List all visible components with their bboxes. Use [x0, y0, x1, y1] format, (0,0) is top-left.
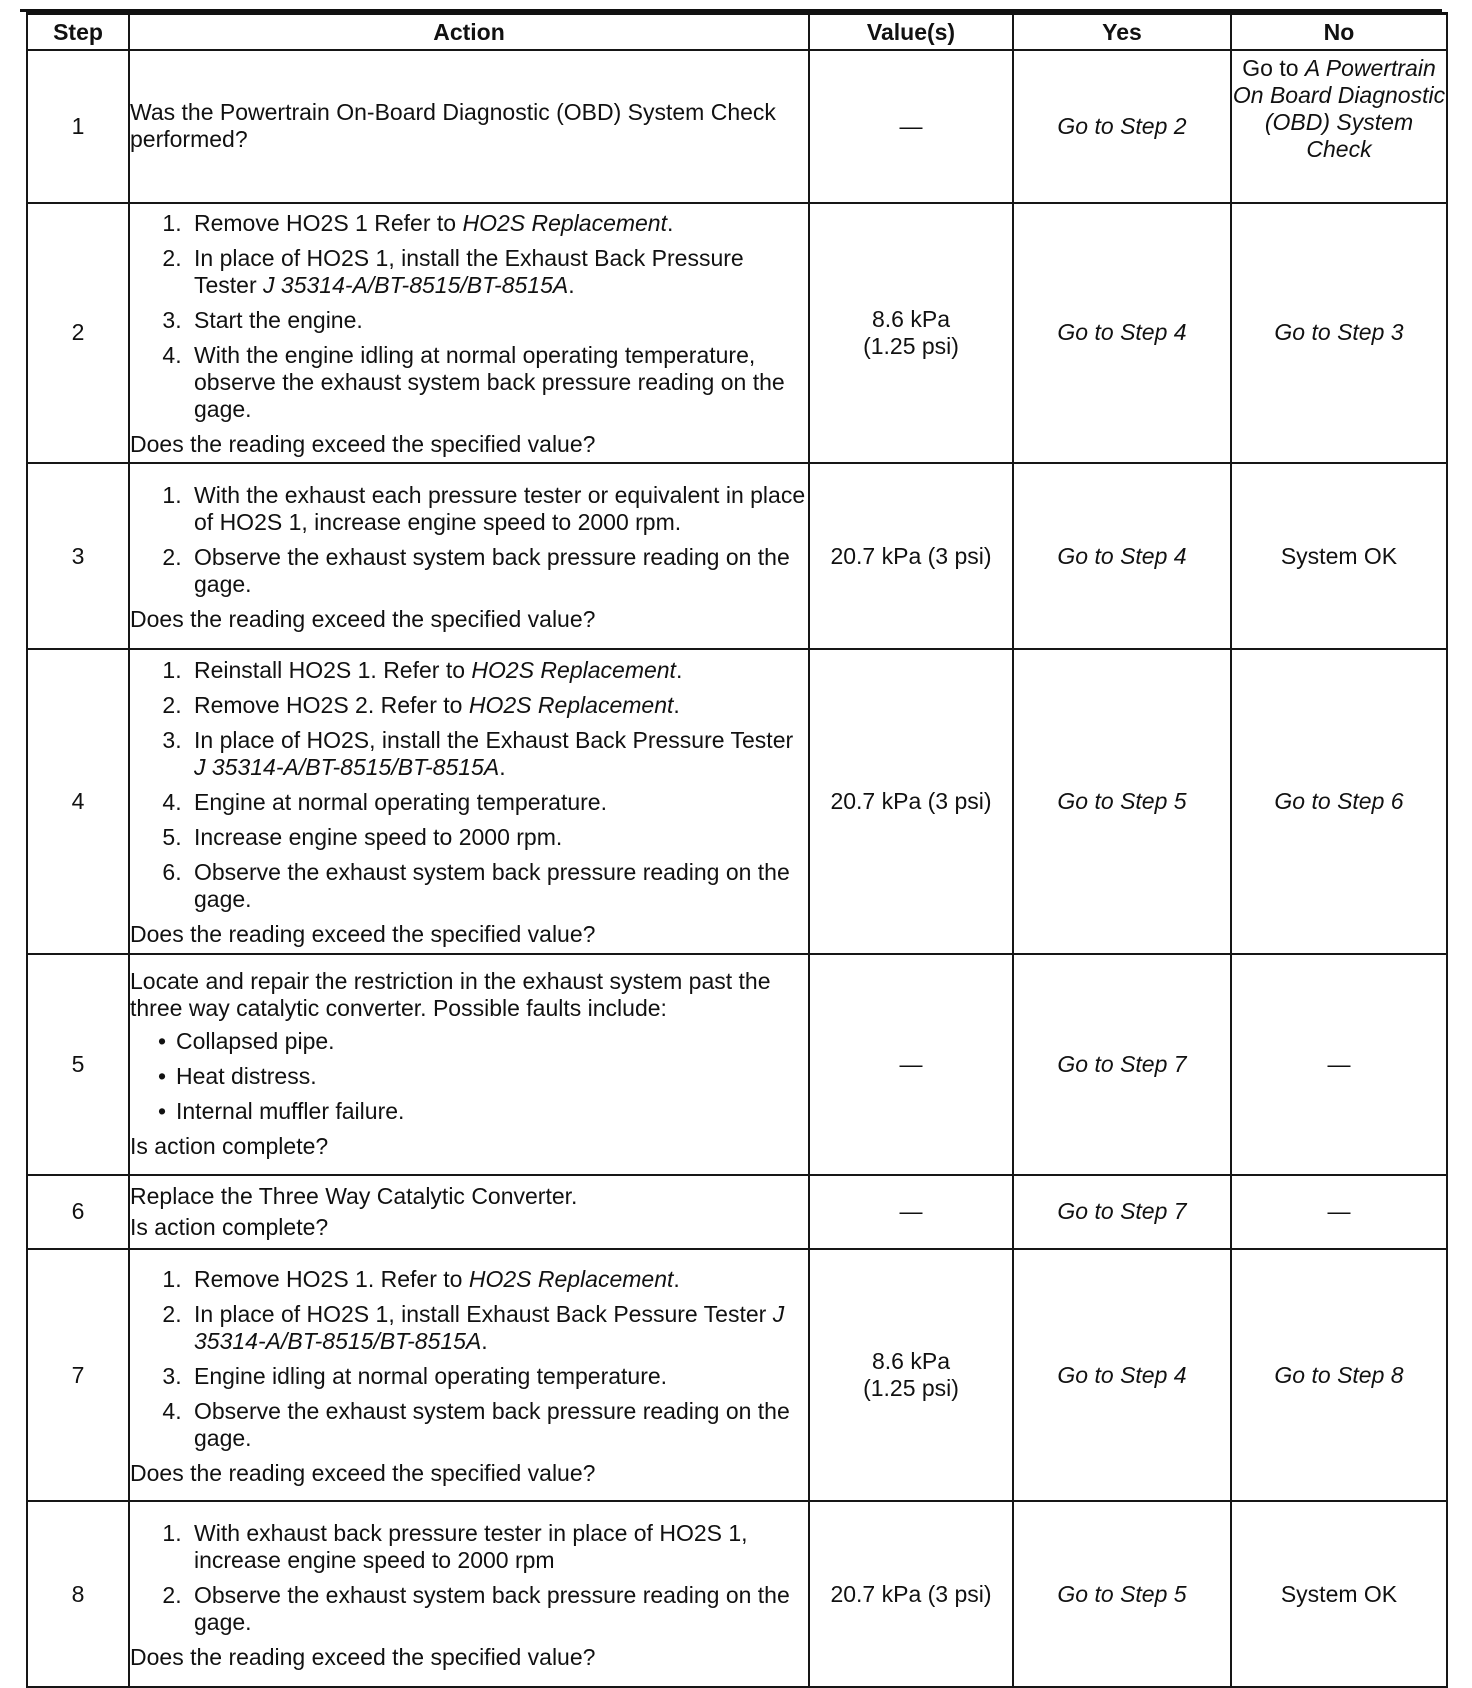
header-step: Step: [27, 14, 129, 51]
table-row: [27, 954, 1447, 1175]
no-link: Go to Step 8: [1274, 1361, 1404, 1388]
yes-cell: [1013, 954, 1231, 1175]
yes-cell: [1013, 1175, 1231, 1249]
fault-item: • Internal muffler failure.: [176, 1098, 808, 1125]
yes-cell: [1013, 203, 1231, 463]
no-result: System OK: [1280, 1580, 1398, 1607]
procedure-list: [130, 482, 808, 598]
step-text: Remove HO2S 2. Refer to: [194, 691, 469, 718]
no-cell: [1231, 1249, 1447, 1501]
action-cell: [129, 649, 809, 954]
procedure-step: [188, 859, 808, 913]
step-number: 2: [27, 203, 129, 463]
no-cell: [1231, 1501, 1447, 1687]
action-question: Was the Powertrain On-Board Diagnostic (OBD) System Check performed?: [130, 99, 776, 153]
step-text: Increase engine speed to 2000 rpm.: [194, 823, 563, 850]
procedure-step: [188, 1398, 808, 1452]
step-text: With exhaust back pressure tester in place of HO2S 1, increase engine speed to 2000 rpm: [194, 1519, 748, 1573]
step-text: Observe the exhaust system back pressure reading on the gage.: [194, 1397, 790, 1451]
step-tail: .: [499, 753, 506, 780]
action-question: Does the reading exceed the specified value?: [130, 1459, 596, 1486]
step-tail: .: [673, 691, 680, 718]
action-question: Does the reading exceed the specified value?: [130, 605, 596, 632]
yes-link: Go to Step 2: [1057, 112, 1187, 139]
step-number: 4: [27, 649, 129, 954]
yes-cell: [1013, 1249, 1231, 1501]
value-cell: 20.7 kPa (3 psi): [809, 1501, 1013, 1687]
yes-cell: [1013, 463, 1231, 649]
yes-link: Go to Step 4: [1057, 1361, 1187, 1388]
procedure-step: [188, 210, 808, 237]
step-text: In place of HO2S 1, install the Exhaust Back Pressure Tester: [194, 244, 744, 298]
value-line: (1.25 psi): [863, 332, 959, 359]
step-text: Observe the exhaust system back pressure reading on the gage.: [194, 858, 790, 912]
no-reference: A Powertrain On Board Diagnostic (OBD) System Check: [1232, 55, 1446, 162]
step-tail: .: [481, 1327, 488, 1354]
action-intro: Replace the Three Way Catalytic Converter.: [130, 1182, 578, 1209]
tool-reference: J 35314-A/BT-8515/BT-8515A: [194, 753, 500, 780]
no-link: Go to Step 6: [1274, 787, 1404, 814]
value-cell: [809, 1249, 1013, 1501]
step-text: With the engine idling at normal operating temperature, observe the exhaust system back pressure reading on the gage.: [194, 341, 785, 422]
procedure-step: [188, 789, 808, 816]
step-text: Remove HO2S 1. Refer to: [194, 1265, 469, 1292]
no-cell: [1231, 50, 1447, 203]
procedure-step: [188, 824, 808, 851]
procedure-step: [188, 692, 808, 719]
action-question: Does the reading exceed the specified value?: [130, 430, 596, 457]
step-tail: .: [667, 209, 674, 236]
procedure-step: [188, 482, 808, 536]
action-cell: [129, 1249, 809, 1501]
fault-item: • Collapsed pipe.: [176, 1028, 808, 1055]
action-question: Is action complete?: [130, 1213, 329, 1240]
procedure-list: [130, 657, 808, 913]
table-row: [27, 649, 1447, 954]
step-number: 8: [27, 1501, 129, 1687]
no-cell: [1231, 463, 1447, 649]
step-text: Engine idling at normal operating temperature.: [194, 1362, 668, 1389]
yes-link: Go to Step 7: [1057, 1050, 1187, 1077]
yes-link: Go to Step 4: [1057, 319, 1187, 346]
no-result: System OK: [1280, 542, 1398, 569]
value-line: 8.6 kPa: [872, 1348, 950, 1375]
diagnostic-table: [26, 12, 1448, 1688]
step-text: With the exhaust each pressure tester or equivalent in place of HO2S 1, increase engine speed to 2000 rpm.: [194, 481, 806, 535]
action-cell: [129, 954, 809, 1175]
no-link: Go to Step 3: [1274, 319, 1404, 346]
value-cell: —: [809, 50, 1013, 203]
table-row: [27, 463, 1447, 649]
procedure-step: [188, 1582, 808, 1636]
step-number: 6: [27, 1175, 129, 1249]
action-question: Does the reading exceed the specified value?: [130, 920, 596, 947]
value-cell: —: [809, 1175, 1013, 1249]
action-cell: [129, 1175, 809, 1249]
step-tail: .: [568, 271, 575, 298]
step-text: Observe the exhaust system back pressure reading on the gage.: [194, 1581, 790, 1635]
yes-cell: [1013, 649, 1231, 954]
yes-link: Go to Step 5: [1057, 1580, 1187, 1607]
yes-link: Go to Step 7: [1057, 1198, 1187, 1225]
procedure-step: [188, 1363, 808, 1390]
table-row: [27, 1249, 1447, 1501]
action-cell: [129, 50, 809, 203]
procedure-list: [130, 210, 808, 423]
procedure-step: [188, 544, 808, 598]
action-cell: [129, 203, 809, 463]
no-cell: —: [1231, 954, 1447, 1175]
header-yes: Yes: [1013, 14, 1231, 51]
header-no: No: [1231, 14, 1447, 51]
reference-link: HO2S Replacement: [462, 209, 667, 236]
reference-link: HO2S Replacement: [468, 691, 674, 718]
value-cell: 20.7 kPa (3 psi): [809, 463, 1013, 649]
step-text: In place of HO2S, install the Exhaust Back Pressure Tester: [194, 726, 794, 753]
procedure-step: [188, 1301, 808, 1355]
step-text: Observe the exhaust system back pressure reading on the gage.: [194, 543, 790, 597]
procedure-step: [188, 1266, 808, 1293]
action-question: Does the reading exceed the specified value?: [130, 1643, 596, 1670]
step-number: 1: [27, 50, 129, 203]
procedure-step: [188, 1520, 808, 1574]
action-question: Is action complete?: [130, 1133, 329, 1160]
no-cell: —: [1231, 1175, 1447, 1249]
step-tail: .: [675, 656, 683, 683]
no-prefix: Go to: [1242, 55, 1305, 81]
no-cell: [1231, 649, 1447, 954]
no-cell: [1231, 203, 1447, 463]
step-text: Reinstall HO2S 1. Refer to: [194, 656, 472, 683]
step-text: Start the engine.: [194, 306, 363, 333]
header-value: Value(s): [809, 14, 1013, 51]
tool-reference: J 35314-A/BT-8515/BT-8515A: [263, 271, 569, 298]
value-line: (1.25 psi): [863, 1375, 959, 1402]
yes-cell: [1013, 1501, 1231, 1687]
procedure-step: [188, 657, 808, 684]
procedure-step: [188, 307, 808, 334]
yes-link: Go to Step 4: [1057, 542, 1187, 569]
action-cell: [129, 463, 809, 649]
yes-cell: [1013, 50, 1231, 203]
fault-list: [130, 1028, 808, 1125]
procedure-step: [188, 245, 808, 299]
value-cell: 20.7 kPa (3 psi): [809, 649, 1013, 954]
procedure-step: [188, 342, 808, 423]
action-cell: [129, 1501, 809, 1687]
header-row: [27, 14, 1447, 51]
step-text: Engine at normal operating temperature.: [194, 788, 607, 815]
yes-link: Go to Step 5: [1057, 787, 1187, 814]
step-number: 7: [27, 1249, 129, 1501]
step-text: Remove HO2S 1 Refer to: [194, 209, 463, 236]
step-number: 5: [27, 954, 129, 1175]
procedure-list: [130, 1520, 808, 1636]
no-link: [1232, 55, 1446, 163]
procedure-list: [130, 1266, 808, 1452]
reference-link: HO2S Replacement: [468, 1265, 674, 1292]
step-text: In place of HO2S 1, install Exhaust Back Pessure Tester: [194, 1300, 773, 1327]
procedure-step: [188, 727, 808, 781]
value-cell: —: [809, 954, 1013, 1175]
table-row: [27, 50, 1447, 203]
step-number: 3: [27, 463, 129, 649]
table-row: [27, 1175, 1447, 1249]
tool-reference: J 35314-A/BT-8515/BT-8515A: [194, 1300, 785, 1354]
action-intro: Locate and repair the restriction in the exhaust system past the three way catalytic converter. Possible faults include:: [130, 968, 771, 1022]
fault-item: • Heat distress.: [176, 1063, 808, 1090]
header-action: Action: [129, 14, 809, 51]
reference-link: HO2S Replacement: [471, 656, 676, 683]
step-tail: .: [673, 1265, 680, 1292]
table-row: [27, 203, 1447, 463]
value-line: 8.6 kPa: [872, 305, 950, 332]
value-cell: [809, 203, 1013, 463]
table-row: [27, 1501, 1447, 1687]
